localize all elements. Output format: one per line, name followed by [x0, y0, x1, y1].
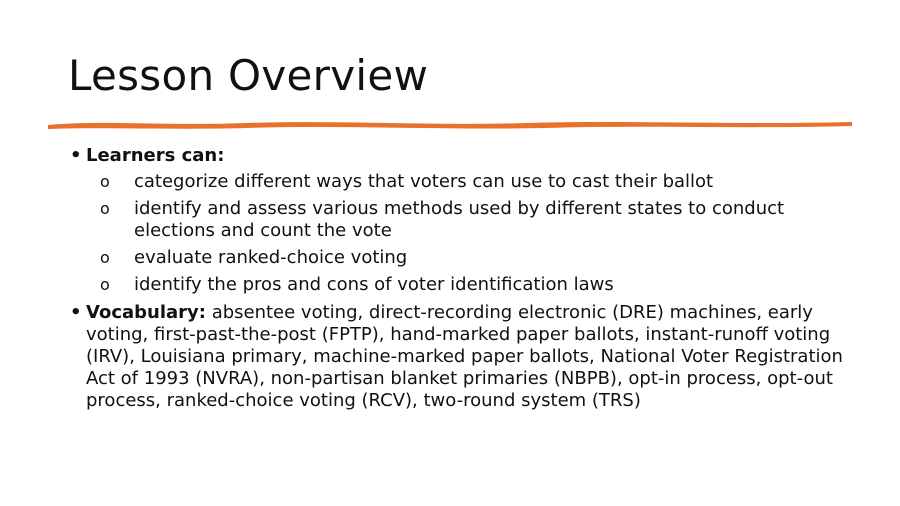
list-item-text: categorize different ways that voters can use to cast their ballot	[134, 171, 714, 192]
learners-section	[70, 145, 850, 296]
brush-stroke-path	[48, 122, 852, 129]
learners-list	[86, 171, 850, 296]
vocabulary-section	[70, 302, 850, 412]
bullet-marker: •	[70, 145, 82, 166]
bullet-marker: •	[70, 302, 82, 323]
sub-bullet-marker: o	[100, 248, 110, 267]
list-item	[86, 247, 850, 269]
list-item	[86, 198, 850, 242]
list-item	[86, 171, 850, 193]
slide-content	[70, 145, 850, 418]
sub-bullet-marker: o	[100, 172, 110, 191]
vocabulary-text: absentee voting, direct-recording electronic (DRE) machines, early voting, first-past-the-post (FPTP), hand-marked paper ballots, instant-runoff voting (IRV), Louisiana primary, machine-marked paper ballots, National Voter Registration Act of 1993 (NVRA), non-partisan blanket primaries (NBPB), opt-in process, opt-out process, ranked-choice voting (RCV), two-round system (TRS)	[86, 302, 843, 411]
brush-stroke-divider	[46, 116, 854, 132]
list-item	[86, 274, 850, 296]
list-item-text: identify and assess various methods used by different states to conduct elections and count the vote	[134, 198, 785, 241]
learners-heading: Learners can:	[86, 145, 225, 166]
list-item-text: evaluate ranked-choice voting	[134, 247, 408, 268]
page-title: Lesson Overview	[68, 51, 429, 100]
sub-bullet-marker: o	[100, 199, 110, 218]
sub-bullet-marker: o	[100, 275, 110, 294]
list-item-text: identify the pros and cons of voter identification laws	[134, 274, 614, 295]
vocabulary-heading: Vocabulary:	[86, 302, 206, 323]
